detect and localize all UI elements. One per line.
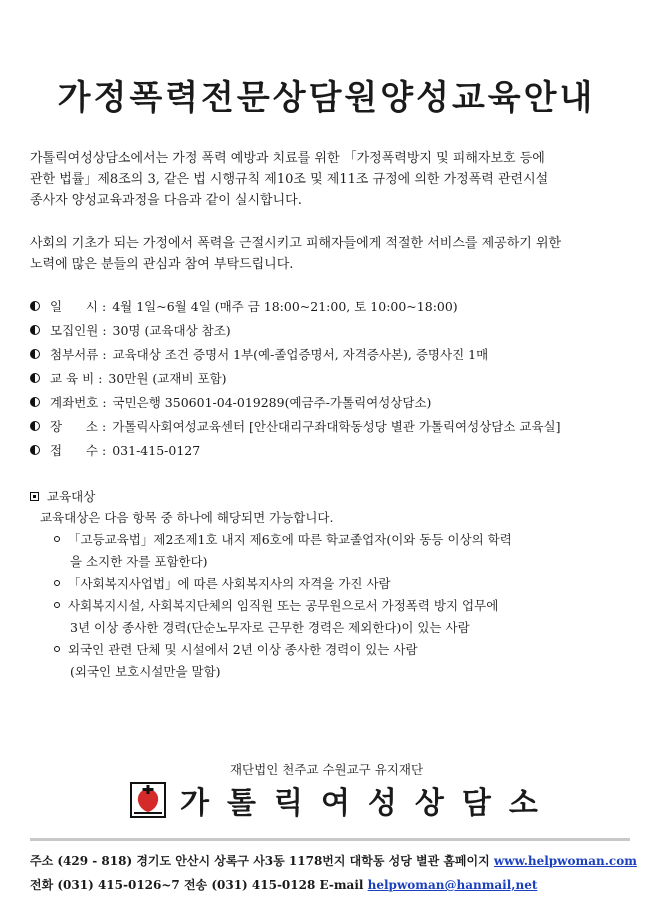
info-separator: : xyxy=(102,394,107,410)
intro-paragraph xyxy=(30,148,630,211)
info-label: 첨부서류 xyxy=(50,347,99,362)
info-label: 모집인원 xyxy=(50,323,99,338)
organization-logo-icon xyxy=(130,782,166,818)
half-circle-bullet-icon xyxy=(30,421,40,431)
eligibility-item-line: 3년 이상 종사한 경력(단순노무자로 근무한 경력은 제외한다)이 있는 사람 xyxy=(70,620,470,635)
eligibility-item xyxy=(54,529,640,573)
info-row-fee xyxy=(30,366,640,390)
half-circle-bullet-icon xyxy=(30,349,40,359)
footer-divider xyxy=(30,838,630,841)
circle-bullet-icon xyxy=(54,580,60,586)
page-title: 가정폭력전문상담원양성교육안내 xyxy=(57,78,596,118)
eligibility-heading: 교육대상 xyxy=(47,489,96,504)
info-row-location xyxy=(30,414,640,438)
info-separator: : xyxy=(102,322,107,338)
half-circle-bullet-icon xyxy=(30,445,40,455)
eligibility-section xyxy=(30,485,640,683)
circle-bullet-icon xyxy=(54,602,60,608)
info-label: 계좌번호 xyxy=(50,395,99,410)
info-value: 4월 1일~6월 4일 (매주 금 18:00~21:00, 토 10:00~18:00) xyxy=(112,299,458,314)
info-value: 교육대상 조건 증명서 1부(예-졸업증명서, 자격증사본), 증명사진 1매 xyxy=(112,347,489,362)
eligibility-item-text: 「고등교육법」제2조제1호 내지 제6호에 따른 학교졸업자(이와 동등 이상의 학력 xyxy=(68,532,512,547)
half-circle-bullet-icon xyxy=(30,397,40,407)
eligibility-item-line xyxy=(54,639,640,661)
intro-line: 가톨릭여성상담소에서는 가정 폭력 예방과 치료를 위한 「가정폭력방지 및 피해자보호 등에 xyxy=(30,151,545,166)
half-circle-bullet-icon xyxy=(30,325,40,335)
info-row-contact xyxy=(30,438,640,462)
info-separator: : xyxy=(98,370,103,386)
info-row-documents xyxy=(30,342,640,366)
info-value: 30명 (교육대상 참조) xyxy=(112,323,231,338)
info-label: 접 수 xyxy=(50,443,98,458)
homepage-link[interactable]: www.helpwoman.com xyxy=(493,854,637,868)
eligibility-item-text: 「사회복지사업법」에 따른 사회복지사의 자격을 가진 사람 xyxy=(68,576,391,591)
eligibility-item-line xyxy=(54,529,640,551)
info-value: 국민은행 350601-04-019289(예금주-가톨릭여성상담소) xyxy=(112,395,432,410)
info-separator: : xyxy=(102,442,107,458)
eligibility-heading-row xyxy=(30,485,640,507)
eligibility-item-line: (외국인 보호시설만을 말함) xyxy=(70,664,221,679)
eligibility-item-text: 사회복지시설, 사회복지단체의 임직원 또는 공무원으로서 가정폭력 방지 업무에 xyxy=(68,598,499,613)
email-link[interactable]: helpwoman@hanmail,net xyxy=(367,878,538,892)
info-separator: : xyxy=(102,298,107,314)
appeal-line: 노력에 많은 분들의 관심과 참여 부탁드립니다. xyxy=(30,257,294,272)
info-label: 장 소 xyxy=(50,419,98,434)
eligibility-item-line: 을 소지한 자를 포함한다) xyxy=(70,554,208,569)
info-value: 30만원 (교재비 포함) xyxy=(108,371,227,386)
eligibility-item-text: 외국인 관련 단체 및 시설에서 2년 이상 종사한 경력이 있는 사람 xyxy=(68,642,418,657)
info-separator: : xyxy=(102,346,107,362)
organization-name: 가톨릭여성상담소 xyxy=(180,786,556,821)
half-circle-bullet-icon xyxy=(30,301,40,311)
phone-line xyxy=(30,876,640,893)
address-text: 주소 (429 - 818) 경기도 안산시 상록구 사3동 1178번지 대학동 성당 별관 홈페이지 xyxy=(30,854,490,868)
info-row-account xyxy=(30,390,640,414)
info-row-capacity xyxy=(30,318,640,342)
organization-logo-row xyxy=(130,780,556,821)
appeal-line: 사회의 기초가 되는 가정에서 폭력을 근절시키고 피해자들에게 적절한 서비스를 제공하기 위한 xyxy=(30,236,562,251)
half-circle-bullet-icon xyxy=(30,373,40,383)
circle-bullet-icon xyxy=(54,646,60,652)
eligibility-item-line xyxy=(54,573,640,595)
info-label: 교 육 비 xyxy=(50,371,95,386)
eligibility-item xyxy=(54,639,640,683)
eligibility-intro: 교육대상은 다음 항목 중 하나에 해당되면 가능합니다. xyxy=(40,510,334,525)
info-value: 031-415-0127 xyxy=(112,442,201,458)
intro-line: 관한 법률」제8조의 3, 같은 법 시행규칙 제10조 및 제11조 규정에 의한 가정폭력 관련시설 xyxy=(30,172,549,187)
course-info-list xyxy=(30,294,640,462)
address-line xyxy=(30,852,640,869)
phone-text: 전화 (031) 415-0126~7 전송 (031) 415-0128 E-mail xyxy=(30,878,364,892)
info-label: 일 시 xyxy=(50,299,98,314)
square-bullet-icon xyxy=(30,492,39,501)
circle-bullet-icon xyxy=(54,536,60,542)
foundation-name: 재단법인 천주교 수원교구 유지재단 xyxy=(229,762,424,777)
eligibility-item-line xyxy=(54,595,640,617)
info-row-schedule xyxy=(30,294,640,318)
appeal-paragraph xyxy=(30,233,630,275)
info-value: 가톨릭사회여성교육센터 [안산대리구좌대학동성당 별관 가톨릭여성상담소 교육실] xyxy=(112,419,561,434)
info-separator: : xyxy=(102,418,107,434)
eligibility-item xyxy=(54,573,640,595)
intro-line: 종사자 양성교육과정을 다음과 같이 실시합니다. xyxy=(30,193,302,208)
eligibility-item xyxy=(54,595,640,639)
